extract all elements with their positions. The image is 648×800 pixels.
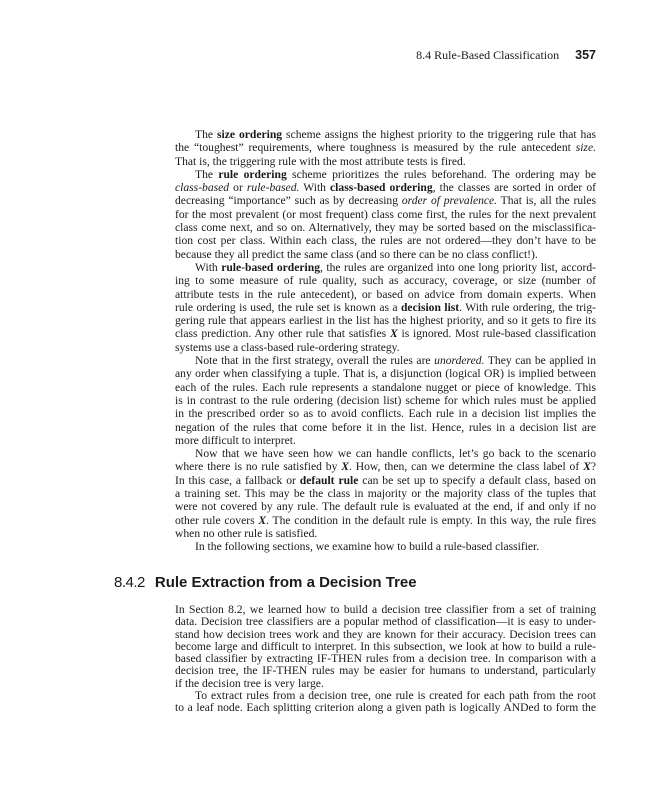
text-line	[175, 514, 596, 527]
text-run: negation of the rules that come before it in the list. Hence, rules in a decision list are	[175, 420, 596, 434]
text-run: They can be applied in	[484, 354, 597, 368]
text-run: data. Decision tree classifiers are a popular method of classification—it is easy to under-	[175, 615, 596, 629]
text-line	[175, 128, 596, 141]
text-line	[175, 141, 596, 154]
text-run: To extract rules from a decision tree, one rule is created for each path from the root	[195, 689, 596, 703]
emphasis-text: rule-based.	[246, 181, 300, 195]
text-run: With	[195, 260, 222, 274]
text-run: if the decision tree is very large.	[175, 676, 324, 690]
text-line	[175, 288, 596, 301]
text-run: . With rule ordering, the trig-	[459, 300, 597, 314]
text-run: ?	[590, 460, 596, 474]
text-line	[175, 354, 596, 367]
text-line	[175, 487, 596, 500]
text-run: The	[195, 128, 217, 141]
text-run: scheme prioritizes the rules beforehand. The ordering may be	[286, 167, 596, 181]
text-run: a training set. This may be the class in majority or the majority class of the tuples that	[175, 487, 596, 501]
text-run: tion cost per class. Within each class, the rules are not ordered—they don’t have to be	[175, 234, 596, 248]
text-line	[175, 447, 596, 460]
text-line	[175, 168, 596, 181]
text-run: stand how decision trees work and they are known for their accuracy. Decision trees can	[175, 627, 596, 641]
text-run: where there is no rule satisfied by	[175, 460, 342, 474]
text-run: Now that we have seen how we can handle conflicts, let’s go back to the scenario	[195, 447, 596, 461]
text-run: In this case, a fallback or	[175, 473, 300, 487]
text-run: That is, the triggering rule with the most attribute tests is fired.	[175, 154, 466, 168]
emphasis-text: default rule	[299, 473, 359, 487]
body-text-block-1	[175, 128, 596, 554]
running-header	[416, 48, 596, 63]
text-line	[175, 301, 596, 314]
text-line	[175, 341, 596, 354]
text-line	[175, 248, 596, 261]
text-line	[175, 407, 596, 420]
text-run: because they all predict the same class (and so there can be no class conflict!).	[175, 247, 538, 261]
text-line	[175, 221, 596, 234]
text-run: scheme assigns the highest priority to the triggering rule that has	[282, 128, 596, 141]
body-text-block-2	[175, 604, 596, 715]
text-line	[175, 394, 596, 407]
text-line	[175, 421, 596, 434]
text-run: Note that in the first strategy, overall the rules are	[195, 354, 435, 368]
text-line	[175, 500, 596, 513]
text-run: is ignored. Most rule-based classification	[397, 327, 596, 341]
emphasis-text: X	[341, 460, 349, 474]
emphasis-text: X	[258, 513, 267, 527]
emphasis-text: class-based ordering	[330, 181, 433, 195]
text-run: ing to some measure of rule quality, such as accuracy, coverage, or size (number of	[175, 274, 596, 288]
text-line	[175, 155, 596, 168]
text-run: can be set up to specify a default class, based on	[358, 473, 596, 487]
text-run: the “toughest” requirements, where toughness is measured by the rule antecedent	[175, 141, 576, 155]
emphasis-text: size.	[575, 141, 596, 155]
text-run: . How, then, can we determine the class label of	[348, 460, 584, 474]
text-run: to a leaf node. Each splitting criterion along a given path is logically ANDed to form the	[175, 701, 596, 715]
text-line	[175, 702, 596, 714]
text-line	[175, 540, 596, 553]
text-line	[175, 327, 596, 340]
text-run: The	[195, 167, 219, 181]
text-run: when no other rule is satisfied.	[175, 526, 318, 540]
text-line	[175, 314, 596, 327]
emphasis-text: class-based	[175, 181, 230, 195]
emphasis-text: rule-based ordering	[221, 260, 320, 274]
text-run: is in contrast to the rule ordering (decision list) scheme for which rules must be applied	[175, 393, 596, 407]
emphasis-text: size ordering	[216, 128, 283, 141]
text-run: . The condition in the default rule is empty. In this way, the rule fires	[266, 513, 596, 527]
text-run: rule ordering is used, the rule set is known as a	[175, 300, 401, 314]
text-run: , the classes are sorted in order of	[432, 181, 596, 195]
text-run: other rule covers	[175, 513, 259, 527]
text-line	[175, 381, 596, 394]
text-run: decision tree, the IF-THEN rules may be easier for humans to understand, particularly	[175, 664, 596, 678]
text-line	[175, 261, 596, 274]
text-run: or	[229, 181, 247, 195]
emphasis-text: rule ordering	[218, 167, 287, 181]
text-run: in the prescribed order so as to avoid conflicts. Each rule in a decision list implies the	[175, 407, 596, 421]
text-run: In Section 8.2, we learned how to build a decision tree classifier from a set of training	[175, 603, 596, 616]
text-run: class come next, and so on. Alternatively, they may be sorted based on the misclassifica-	[175, 221, 596, 235]
text-line	[175, 434, 596, 447]
text-run: , the rules are organized into one long priority list, accord-	[320, 260, 596, 274]
text-run: based classifier by extracting IF-THEN rules from a decision tree. In comparison with a	[175, 652, 596, 666]
text-run: In the following sections, we examine how to build a rule-based classifier.	[195, 540, 540, 554]
text-run: That is, all the rules	[497, 194, 597, 208]
emphasis-text: decision list	[400, 300, 460, 314]
text-line	[175, 181, 596, 194]
text-line	[175, 208, 596, 221]
text-run: attribute tests in the rule antecedent), or based on advice from domain experts. When	[175, 287, 596, 301]
text-run: more difficult to interpret.	[175, 433, 296, 447]
text-run: for the most prevalent (or most frequent) class come first, the rules for the next prevalent	[175, 207, 596, 221]
text-line	[175, 274, 596, 287]
text-run: class prediction. Any other rule that satisfies	[175, 327, 390, 341]
section-title: Rule Extraction from a Decision Tree	[154, 574, 417, 591]
running-title: 8.4 Rule-Based Classification	[416, 48, 560, 62]
text-run: become large and difficult to interpret. In this subsection, we look at how to build a rule-	[175, 639, 596, 653]
emphasis-text: X	[583, 460, 591, 474]
text-run: systems use a class-based rule-ordering strategy.	[175, 340, 400, 354]
emphasis-text: order of prevalence.	[401, 194, 498, 208]
text-line	[175, 194, 596, 207]
text-run: gering rule that appears earliest in the list has the highest priority, and so it gets to fire its	[175, 314, 596, 328]
text-line	[175, 474, 596, 487]
text-line	[175, 527, 596, 540]
text-line	[175, 234, 596, 247]
text-line	[175, 367, 596, 380]
section-heading	[114, 574, 417, 591]
text-run: decreasing “importance” such as by decreasing	[175, 194, 402, 208]
emphasis-text: unordered.	[434, 354, 485, 368]
text-run: any order when classifying a tuple. That is, a disjunction (logical OR) is implied between	[175, 367, 596, 381]
section-number: 8.4.2	[114, 574, 145, 591]
text-run: With	[299, 181, 331, 195]
emphasis-text: X	[389, 327, 398, 341]
text-line	[175, 460, 596, 473]
page-number: 357	[575, 48, 596, 62]
text-run: each of the rules. Each rule represents a standalone nugget or piece of knowledge. This	[175, 380, 596, 394]
text-run: were not covered by any rule. The default rule is evaluated at the end, if and only if no	[175, 500, 596, 514]
